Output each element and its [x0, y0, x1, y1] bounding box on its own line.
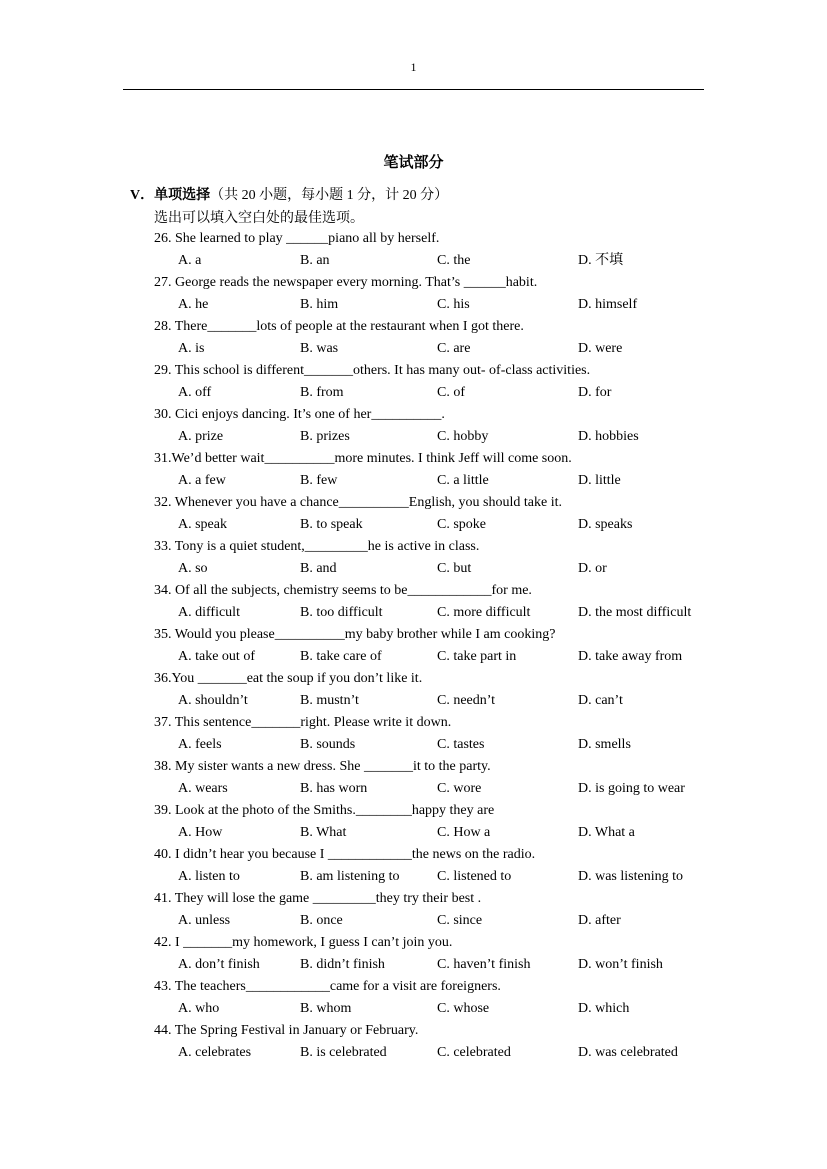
question-item: [154, 933, 714, 977]
answer-options: [154, 515, 714, 537]
option-d: D. were: [578, 341, 623, 356]
question-stem: 43. The teachers____________came for a visit are foreigners.: [154, 979, 501, 994]
question-stem: 40. I didn’t hear you because I ____________the news on the radio.: [154, 847, 536, 862]
option-c: C. a little: [437, 473, 489, 488]
option-a: A. he: [178, 297, 209, 312]
option-b: B. mustn’t: [300, 693, 359, 708]
question-stem: 31.We’d better wait__________more minutes. I think Jeff will come soon.: [154, 451, 572, 466]
question-stem: 34. Of all the subjects, chemistry seems to be____________for me.: [154, 583, 532, 598]
question-stem: 38. My sister wants a new dress. She _______it to the party.: [154, 759, 491, 774]
answer-options: [154, 251, 714, 273]
question-stem: 41. They will lose the game _________they try their best .: [154, 891, 482, 906]
option-b: B. didn’t finish: [300, 957, 385, 972]
question-stem: 28. There_______lots of people at the restaurant when I got there.: [154, 319, 524, 334]
option-d: D. or: [578, 561, 607, 576]
option-c: C. hobby: [437, 429, 489, 444]
option-d: D. the most difficult: [578, 605, 692, 620]
question-item: [154, 757, 714, 801]
option-b: B. too difficult: [300, 605, 383, 620]
option-c: C. whose: [437, 1001, 490, 1016]
answer-options: [154, 295, 714, 317]
option-a: A. shouldn’t: [178, 693, 248, 708]
question-stem: 39. Look at the photo of the Smiths.________happy they are: [154, 803, 495, 818]
section-heading-label: V．单项选择: [130, 188, 211, 203]
question-item: [154, 229, 714, 273]
option-d: D. which: [578, 1001, 630, 1016]
option-b: B. and: [300, 561, 337, 576]
option-d: D. hobbies: [578, 429, 639, 444]
answer-options: [154, 823, 714, 845]
option-c: C. the: [437, 253, 471, 268]
answer-options: [154, 559, 714, 581]
option-c: C. more difficult: [437, 605, 531, 620]
option-c: C. needn’t: [437, 693, 496, 708]
answer-options: [154, 779, 714, 801]
option-b: B. few: [300, 473, 338, 488]
option-a: A. difficult: [178, 605, 240, 620]
question-stem: 29. This school is different_______others. It has many out- of-class activities.: [154, 363, 591, 378]
answer-options: [154, 999, 714, 1021]
question-stem: 26. She learned to play ______piano all by herself.: [154, 231, 440, 246]
option-c: C. listened to: [437, 869, 512, 884]
answer-options: [154, 427, 714, 449]
option-b: B. am listening to: [300, 869, 400, 884]
option-b: B. was: [300, 341, 339, 356]
option-a: A. unless: [178, 913, 231, 928]
option-a: A. take out of: [178, 649, 255, 664]
question-stem: 42. I _______my homework, I guess I can’t join you.: [154, 935, 453, 950]
option-c: C. tastes: [437, 737, 485, 752]
option-d: D. was listening to: [578, 869, 683, 884]
option-b: B. an: [300, 253, 330, 268]
section-heading-note: （共 20 小题，每小题 1 分，计 20 分）: [210, 188, 449, 203]
answer-options: [154, 603, 714, 625]
question-stem: 44. The Spring Festival in January or February.: [154, 1023, 419, 1038]
page-title: 笔试部分: [383, 155, 444, 171]
option-d: D. speaks: [578, 517, 633, 532]
option-a: A. feels: [178, 737, 222, 752]
question-item: [154, 669, 714, 713]
option-a: A. speak: [178, 517, 227, 532]
answer-options: [154, 911, 714, 933]
question-stem: 37. This sentence_______right. Please write it down.: [154, 715, 452, 730]
question-item: [154, 361, 714, 405]
option-c: C. spoke: [437, 517, 486, 532]
answer-options: [154, 471, 714, 493]
option-c: C. How a: [437, 825, 491, 840]
question-stem: 32. Whenever you have a chance__________English, you should take it.: [154, 495, 562, 510]
option-a: A. wears: [178, 781, 228, 796]
question-item: [154, 625, 714, 669]
option-d: D. is going to wear: [578, 781, 685, 796]
option-c: C. of: [437, 385, 465, 400]
question-item: [154, 449, 714, 493]
question-item: [154, 801, 714, 845]
question-item: [154, 317, 714, 361]
section-instruction: 选出可以填入空白处的最佳选项。: [154, 211, 364, 226]
option-d: D. for: [578, 385, 612, 400]
section-heading: [130, 184, 448, 204]
question-stem: 27. George reads the newspaper every morning. That’s ______habit.: [154, 275, 538, 290]
header-rule: [123, 89, 704, 90]
option-c: C. since: [437, 913, 483, 928]
option-b: B. from: [300, 385, 344, 400]
option-b: B. to speak: [300, 517, 363, 532]
option-a: A. off: [178, 385, 212, 400]
answer-options: [154, 339, 714, 361]
option-b: B. is celebrated: [300, 1045, 387, 1060]
option-c: C. his: [437, 297, 470, 312]
option-c: C. celebrated: [437, 1045, 511, 1060]
option-a: A. a few: [178, 473, 226, 488]
question-item: [154, 1021, 714, 1065]
option-b: B. take care of: [300, 649, 382, 664]
option-a: A. prize: [178, 429, 224, 444]
option-a: A. so: [178, 561, 208, 576]
answer-options: [154, 867, 714, 889]
option-a: A. don’t finish: [178, 957, 260, 972]
option-d: D. was celebrated: [578, 1045, 678, 1060]
option-d: D. little: [578, 473, 621, 488]
option-d: D. What a: [578, 825, 635, 840]
question-stem: 30. Cici enjoys dancing. It’s one of her__________.: [154, 407, 445, 422]
question-item: [154, 845, 714, 889]
answer-options: [154, 955, 714, 977]
question-stem: 36.You _______eat the soup if you don’t like it.: [154, 671, 423, 686]
answer-options: [154, 647, 714, 669]
page-number: 1: [410, 60, 417, 74]
question-item: [154, 493, 714, 537]
answer-options: [154, 383, 714, 405]
option-b: B. whom: [300, 1001, 352, 1016]
option-a: A. How: [178, 825, 223, 840]
question-stem: 35. Would you please__________my baby brother while I am cooking?: [154, 627, 556, 642]
option-b: B. him: [300, 297, 339, 312]
option-b: B. once: [300, 913, 343, 928]
question-item: [154, 713, 714, 757]
option-c: C. are: [437, 341, 471, 356]
option-c: C. wore: [437, 781, 482, 796]
option-d: D. after: [578, 913, 621, 928]
option-d: D. can’t: [578, 693, 623, 708]
option-b: B. has worn: [300, 781, 368, 796]
option-a: A. is: [178, 341, 205, 356]
option-d: D. take away from: [578, 649, 683, 664]
option-d: D. 不填: [578, 253, 624, 268]
question-item: [154, 889, 714, 933]
question-item: [154, 537, 714, 581]
option-d: D. smells: [578, 737, 631, 752]
option-a: A. a: [178, 253, 202, 268]
option-c: C. haven’t finish: [437, 957, 531, 972]
answer-options: [154, 1043, 714, 1065]
option-a: A. who: [178, 1001, 220, 1016]
question-item: [154, 273, 714, 317]
option-a: A. celebrates: [178, 1045, 252, 1060]
question-list: [154, 229, 714, 1065]
question-item: [154, 581, 714, 625]
option-b: B. What: [300, 825, 347, 840]
option-c: C. take part in: [437, 649, 517, 664]
question-item: [154, 977, 714, 1021]
option-a: A. listen to: [178, 869, 240, 884]
option-b: B. sounds: [300, 737, 356, 752]
question-item: [154, 405, 714, 449]
option-b: B. prizes: [300, 429, 350, 444]
question-stem: 33. Tony is a quiet student,_________he is active in class.: [154, 539, 480, 554]
option-d: D. himself: [578, 297, 638, 312]
answer-options: [154, 691, 714, 713]
answer-options: [154, 735, 714, 757]
option-d: D. won’t finish: [578, 957, 663, 972]
option-c: C. but: [437, 561, 472, 576]
